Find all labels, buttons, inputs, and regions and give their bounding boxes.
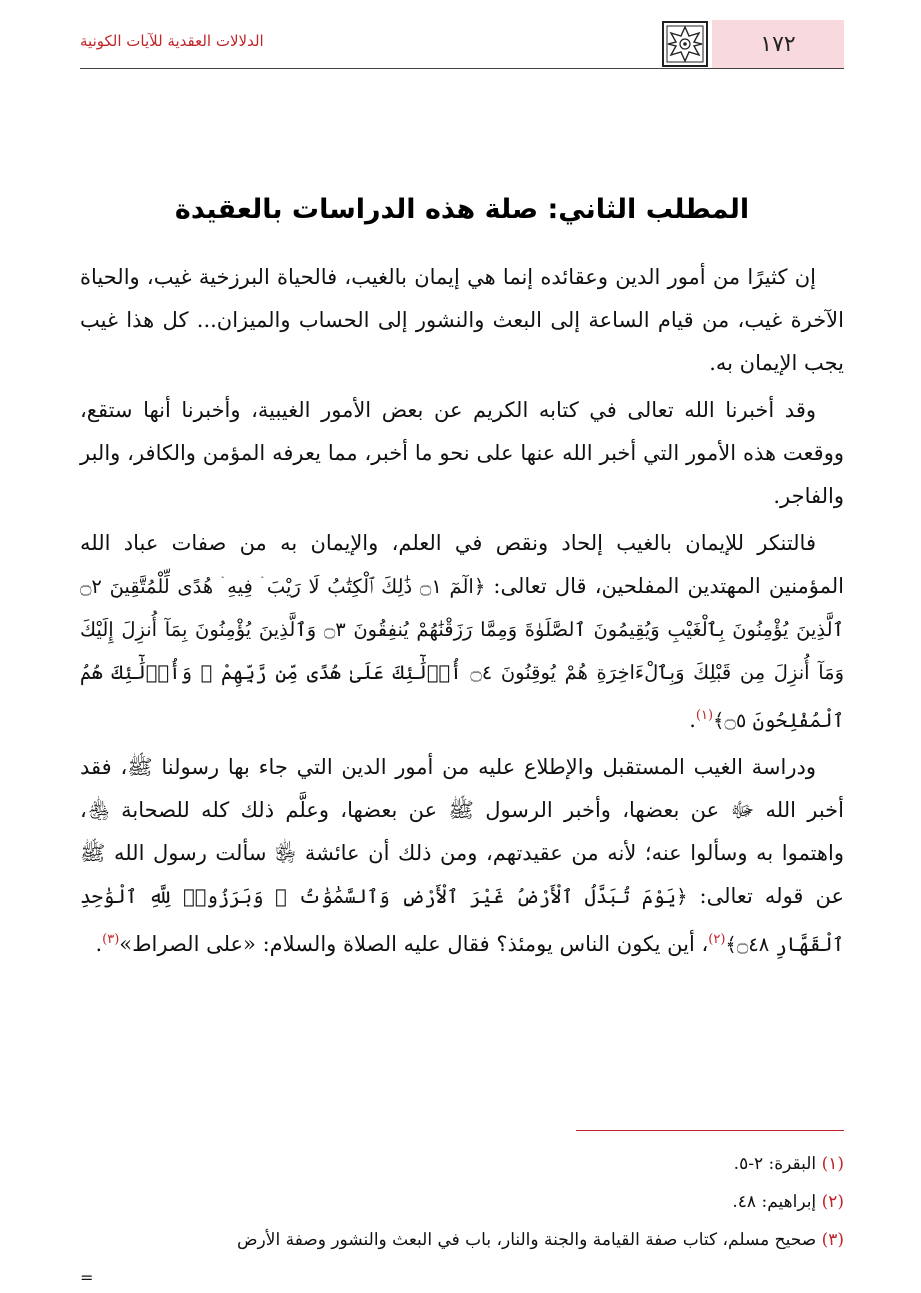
footnote-ref-1[interactable]: (١) — [695, 708, 714, 723]
paragraph-4-intro: ودراسة الغيب المستقبل والإطلاع عليه من أمور الدين التي جاء بها رسولنا ﷺ، فقد أخبر الله ﷻ عن بعضها، وأخبر الرسول ﷺ عن بعضها، وعلَّم ذلك كله للصحابة ﵃، واهتموا به وسألوا عنه؛ لأنه من عقيدتهم، ومن ذلك أن عائشة ﵂ سألت رسول الله ﷺ عن قوله تعالى: — [80, 755, 844, 908]
continuation-mark: = — [80, 1268, 94, 1287]
paragraph-3: فالتنكر للإيمان بالغيب إلحاد ونقص في العلم، والإيمان به من صفات عباد الله المؤمنين المهتدين المفلحين، قال تعالى: ﴿الٓمٓ ۝١ ذَٰلِكَ ٱلْكِتَٰبُ لَا رَيْبَ ۛ فِيهِ ۛ هُدًى لِّلْمُتَّقِينَ ۝٢ ٱلَّذِينَ يُؤْمِنُونَ بِٱلْغَيْبِ وَيُقِيمُونَ ٱلصَّلَوٰةَ وَمِمَّا رَزَقْنَٰهُمْ يُنفِقُونَ ۝٣ وَٱلَّذِينَ يُؤْمِنُونَ بِمَآ أُنزِلَ إِلَيْكَ وَمَآ أُنزِلَ مِن قَبْلِكَ وَبِٱلْءَاخِرَةِ هُمْ يُوقِنُونَ ۝٤ أُو۟لَٰٓئِكَ عَلَىٰ هُدًى مِّن رَّبِّهِمْ ۖ وَأُو۟لَٰٓئِكَ هُمُ ٱلْمُفْلِحُونَ ۝٥﴾$^{(١)}$. — [80, 531, 845, 732]
paragraph-4-outro: ، أين يكون الناس يومئذ؟ فقال عليه الصلاة والسلام: «على الصراط» — [119, 932, 709, 956]
footnote-ref-2[interactable]: (٢) — [708, 932, 726, 947]
quran-verse-ibrahim: ﴿يَوْمَ تُبَدَّلُ ٱلْأَرْضُ غَيْرَ ٱلْأَرْضِ وَٱلسَّمَٰوَٰتُ ۖ وَبَرَزُوا۟ لِلَّهِ ٱلْوَٰحِدِ ٱلْقَهَّارِ ۝٤٨﴾ — [80, 885, 844, 956]
page-header — [80, 20, 844, 69]
quran-verse-baqarah: ﴿الٓمٓ ۝١ ذَٰلِكَ ٱلْكِتَٰبُ لَا رَيْبَ ۛ فِيهِ ۛ هُدًى لِّلْمُتَّقِينَ ۝٢ ٱلَّذِينَ يُؤْمِنُونَ بِٱلْغَيْبِ وَيُقِيمُونَ ٱلصَّلَوٰةَ وَمِمَّا رَزَقْنَٰهُمْ يُنفِقُونَ ۝٣ وَٱلَّذِينَ يُؤْمِنُونَ بِمَآ أُنزِلَ إِلَيْكَ وَمَآ أُنزِلَ مِن قَبْلِكَ وَبِٱلْءَاخِرَةِ هُمْ يُوقِنُونَ ۝٤ أُو۟لَٰٓئِكَ عَلَىٰ هُدًى مِّن رَّبِّهِمْ ۖ وَأُو۟لَٰٓئِكَ هُمُ ٱلْمُفْلِحُونَ ۝٥﴾ — [80, 575, 844, 732]
footnotes — [80, 1145, 844, 1259]
paragraph-3-intro: فالتنكر للإيمان بالغيب إلحاد ونقص في العلم، والإيمان به من صفات عباد الله المؤمنين المهتدين المفلحين، قال تعالى: — [80, 531, 845, 598]
footnote-text: صحيح مسلم، كتاب صفة القيامة والجنة والنار، باب في البعث والنشور وصفة الأرض — [237, 1230, 817, 1250]
footnote-text: البقرة: ٢-٥. — [733, 1154, 817, 1174]
footnote-number: (١) — [821, 1154, 844, 1174]
footnote-text: إبراهيم: ٤٨. — [732, 1192, 817, 1212]
footnote-number: (٢) — [821, 1192, 844, 1212]
footnote-divider — [576, 1130, 844, 1131]
paragraph-2: وقد أخبرنا الله تعالى في كتابه الكريم عن بعض الأمور الغيبية، وأخبرنا أنها ستقع، ووقعت هذه الأمور التي أخبر الله عنها على نحو ما أخبر، مما يعرفه المؤمن والكافر، والبر والفاجر. — [80, 398, 844, 508]
footnote-item — [80, 1145, 844, 1183]
paragraph-4: ودراسة الغيب المستقبل والإطلاع عليه من أمور الدين التي جاء بها رسولنا ﷺ، فقد أخبر الله ﷻ عن بعضها، وأخبر الرسول ﷺ عن بعضها، وعلَّم ذلك كله للصحابة ﵃، واهتموا به وسألوا عنه؛ لأنه من عقيدتهم، ومن ذلك أن عائشة ﵂ سألت رسول الله ﷺ عن قوله تعالى: ﴿يَوْمَ تُبَدَّلُ ٱلْأَرْضُ غَيْرَ ٱلْأَرْضِ وَٱلسَّمَٰوَٰتُ ۖ وَبَرَزُوا۟ لِلَّهِ ٱلْوَٰحِدِ ٱلْقَهَّارِ ۝٤٨﴾$^{(٢)}$، أين يكون الناس يومئذ؟ فقال عليه الصلاة والسلام: «على الصراط»$^{(٣)}$. — [80, 755, 844, 956]
paragraph-1: إن كثيرًا من أمور الدين وعقائده إنما هي إيمان بالغيب، فالحياة البرزخية غيب، والحياة الآخرة غيب، من قيام الساعة إلى البعث والنشور إلى الحساب والميزان... كل هذا غيب يجب الإيمان به. — [80, 265, 844, 375]
section-title: المطلب الثاني: صلة هذه الدراسات بالعقيدة — [174, 194, 750, 226]
footnote-item — [80, 1221, 844, 1259]
footnote-number: (٣) — [821, 1230, 844, 1250]
footnote-ref-3[interactable]: (٣) — [102, 932, 120, 947]
geometric-star-ornament-icon — [662, 21, 708, 67]
running-title: الدلالات العقدية للآيات الكونية — [80, 32, 264, 50]
page-number: ١٧٢ — [712, 20, 844, 68]
body-text — [80, 256, 844, 970]
footnote-item — [80, 1183, 844, 1221]
